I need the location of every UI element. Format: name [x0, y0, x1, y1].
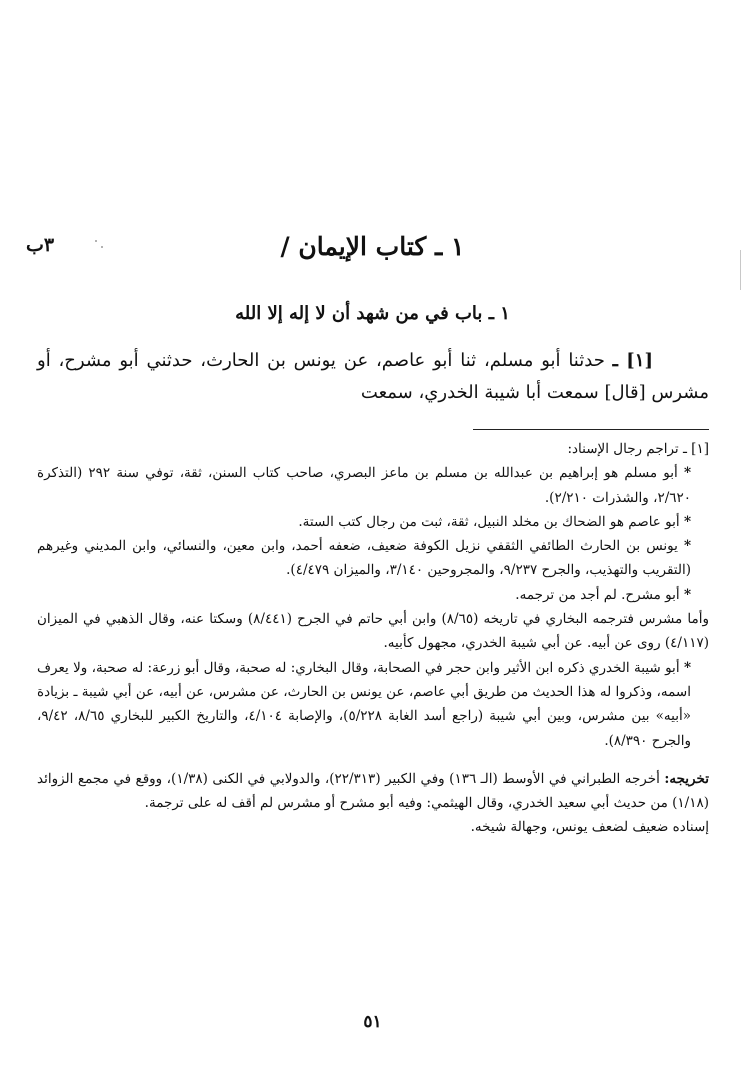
- note-text: أبو مشرح. لم أجد من ترجمه.: [515, 586, 680, 603]
- bullet-star: *: [683, 465, 692, 482]
- conclusion: إسناده ضعيف لضعف يونس، وجهالة شيخه.: [470, 819, 709, 836]
- note-text: أبو مسلم هو إبراهيم بن عبدالله بن مسلم بن ماعز البصري، صاحب كتاب السنن، ثقة، توفي سنة ٢٩٢ (التذكرة ٢/٦٢٠، والشذرات ٢/٢١٠).: [37, 465, 691, 506]
- note-text: يونس بن الحارث الطائفي الثقفي نزيل الكوفة ضعيف، ضعفه أحمد، وابن معين، والنسائي، وابن المديني وغيرهم (التقريب والتهذيب، والجرح ٩/٢٣٧، والمجروحين ٣/١٤٠، والميزان ٤/٤٧٩).: [37, 538, 691, 579]
- bullet-star: *: [683, 513, 691, 530]
- note-entry: [37, 510, 709, 534]
- hadith-body: حدثنا أبو مسلم، ثنا أبو عاصم، عن يونس بن الحارث، حدثني أبو مشرح، أو مشرس [قال] سمعت أبا شيبة الخدري، سمعت: [37, 350, 709, 403]
- bullet-star: *: [683, 586, 691, 603]
- page-number: ٥١: [363, 1012, 382, 1032]
- note-text: وأما مشرس فترجمه البخاري في تاريخه (٨/٦٥) وابن أبي حاتم في الجرح (٨/٤٤١) وسكتا عنه، وقال الذهبي في الميزان (٤/١١٧) روى عن أبيه. عن أبي شيبة الخدري، مجهول كأبيه.: [37, 611, 709, 652]
- note-text: أبو شيبة الخدري ذكره ابن الأثير وابن حجر في الصحابة، وقال البخاري: له صحبة، وقال أبو زرعة: له صحبة، ولا يعرف اسمه، وذكروا له هذا الحديث من طريق أبي عاصم، عن يونس بن الحارث، عن مشرس، عن أبيه، عن أبي شيبة ـ بزيادة «أبيه» بين مشرس، وبين أبي شيبة (راجع أسد الغابة ٥/٢٢٨)، والإصابة ٤/١٠٤، والتاريخ الكبير للبخاري ٨/٦٥، ٩/٤٢، والجرح ٨/٣٩٠).: [37, 659, 691, 749]
- footnotes: [37, 437, 709, 840]
- hadith-number: [١] ـ: [612, 350, 653, 371]
- footnote-separator: [473, 429, 709, 430]
- hadith-text: [37, 345, 709, 409]
- note-text: أبو عاصم هو الضحاك بن مخلد النبيل، ثقة، ثبت من رجال كتب الستة.: [298, 513, 680, 530]
- bullet-star: *: [683, 538, 691, 555]
- bullet-star: *: [683, 659, 691, 676]
- section-title: ١ ـ باب في من شهد أن لا إله إلا الله: [235, 303, 510, 324]
- takhrij-label: تخريجه:: [664, 770, 709, 787]
- note-entry: [37, 583, 709, 607]
- notes-heading: [١] ـ تراجم رجال الإسناد:: [567, 441, 709, 457]
- note-entry: [37, 607, 709, 656]
- note-entry: [37, 534, 709, 583]
- takhrij: [37, 767, 709, 816]
- paragraph-gap: [37, 753, 709, 767]
- margin-folio-mark: ٣ب: [26, 234, 55, 256]
- note-entry: [37, 656, 709, 753]
- note-entry: [37, 461, 709, 510]
- chapter-title: ١ ـ كتاب الإيمان /: [280, 232, 465, 261]
- takhrij-text: أخرجه الطبراني في الأوسط (الـ ١٣٦) وفي الكبير (٢٢/٣١٣)، والدولابي في الكنى (١/٣٨)، ووقع في مجمع الزوائد (١/١٨) من حديث أبي سعيد الخدري، وقال الهيثمي: وفيه أبو مشرح أو مشرس لم أقف له على ترجمة.: [37, 770, 709, 812]
